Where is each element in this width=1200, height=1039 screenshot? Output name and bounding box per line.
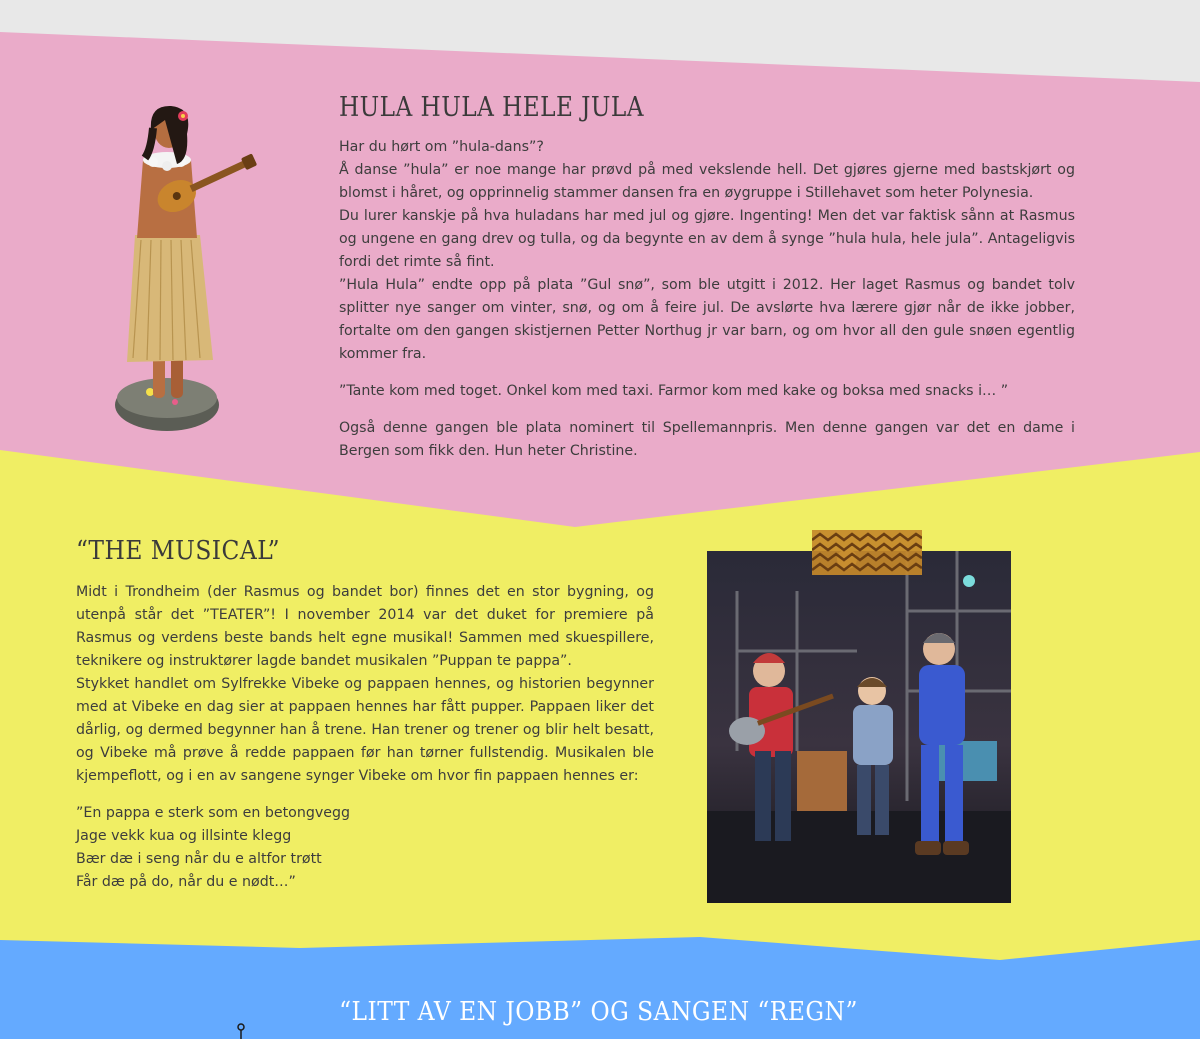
lyrics-line: Bær dæ i seng når du e altfor trøtt	[76, 851, 322, 867]
lyrics-block	[76, 802, 654, 894]
zigzag-tape-icon	[812, 530, 922, 575]
section-title-litt-av-en-jobb: “LITT AV EN JOBB” OG SANGEN “REGN”	[339, 997, 858, 1027]
lyrics-line: Jage vekk kua og illsinte klegg	[76, 828, 292, 844]
paragraph: Å danse ”hula” er noe mange har prøvd på med vekslende hell. Det gjøres gjerne med bastskjørt og blomst i håret, og opprinnelig stammer dansen fra en øygruppe i Stillehavet som heter Polynesia.	[339, 162, 1075, 201]
paragraph: Stykket handlet om Sylfrekke Vibeke og pappaen hennes, og historien begynner med at Vibeke en dag sier at pappaen hennes har fått pupper. Pappaen liker det dårlig, og dermed begynner han å trene. Han trener og trener og blir helt besatt, og Vibeke må prøve å redde pappaen før han tørner fullstendig. Musikalen ble kjempeflott, og i en av sangene synger Vibeke om hvor fin pappaen hennes er:	[76, 676, 654, 784]
hula-doll-image	[105, 100, 265, 440]
paragraph: Har du hørt om ”hula-dans”?	[339, 139, 544, 155]
cursor-icon	[236, 1022, 246, 1039]
section-title-musical: “THE MUSICAL”	[76, 536, 281, 566]
paragraph: Midt i Trondheim (der Rasmus og bandet bor) finnes det en stor bygning, og utenpå står det ”TEATER”! I november 2014 var det duket for premiere på Rasmus og verdens beste bands helt egne musikal! Sammen med skuespillere, teknikere og instruktører lagde bandet musikalen ”Puppan te pappa”.	[76, 584, 654, 669]
musical-text-block	[76, 581, 654, 894]
paragraph: Du lurer kanskje på hva huladans har med jul og gjøre. Ingenting! Men det var faktisk sånn at Rasmus og ungene en gang drev og tulla, og da begynte en av dem å synge ”hula hula, hele jula”. Antageligvis fordi det rimte så fint.	[339, 208, 1075, 270]
quote-paragraph: ”Tante kom med toget. Onkel kom med taxi. Farmor kom med kake og boksa med snacks i… ”	[339, 383, 1009, 399]
stage-photo-illustration	[707, 551, 1011, 903]
hula-text-block	[339, 136, 1075, 477]
section-title-hula: HULA HULA HELE JULA	[339, 92, 644, 123]
lyrics-line: Får dæ på do, når du e nødt…”	[76, 874, 296, 890]
paragraph: Også denne gangen ble plata nominert til Spellemannpris. Men denne gangen var det en dame i Bergen som fikk den. Hun heter Christine.	[339, 420, 1075, 459]
lyrics-line: ”En pappa e sterk som en betongvegg	[76, 805, 350, 821]
musical-stage-photo	[707, 551, 1011, 903]
paragraph: ”Hula Hula” endte opp på plata ”Gul snø”, som ble utgitt i 2012. Her laget Rasmus og bandet tolv splitter nye sanger om vinter, snø, og om å feire jul. De avslørte hva lærere gjør når de ikke jobber, fortalte om den gangen skistjernen Petter Northug jr var barn, og om hvor all den gule snøen egentlig kommer fra.	[339, 277, 1075, 362]
